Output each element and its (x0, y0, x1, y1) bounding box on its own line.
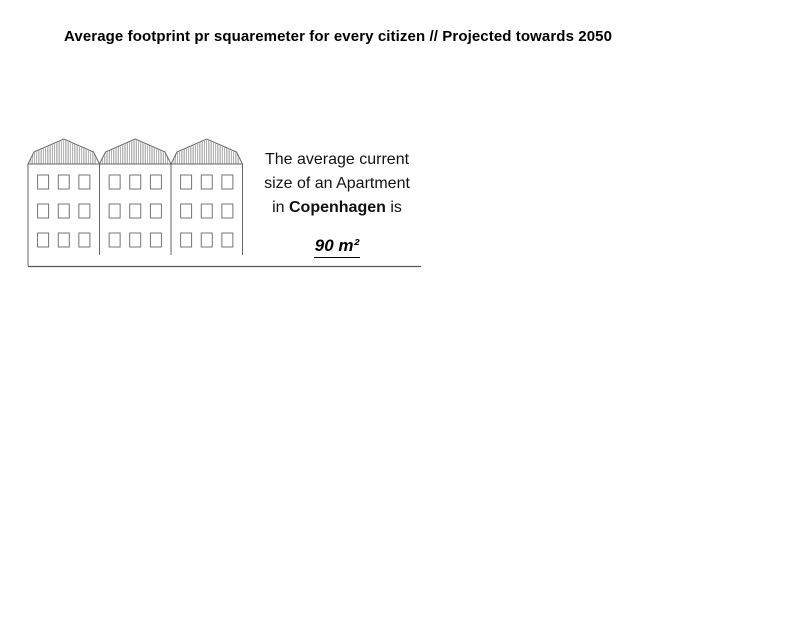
caption-line-2: size of an Apartment (264, 175, 410, 192)
window (201, 175, 212, 189)
window (222, 233, 233, 247)
window (79, 204, 90, 218)
window (109, 175, 120, 189)
window (109, 204, 120, 218)
window (38, 233, 49, 247)
window (201, 233, 212, 247)
caption-suffix: is (390, 199, 402, 216)
window (181, 175, 192, 189)
page-title: Average footprint pr squaremeter for every citizen // Projected towards 2050 (64, 28, 613, 45)
caption-prefix: in (272, 199, 285, 216)
window (130, 204, 141, 218)
window (58, 175, 69, 189)
window (79, 175, 90, 189)
window (201, 204, 212, 218)
window (150, 233, 161, 247)
window (79, 233, 90, 247)
window (109, 233, 120, 247)
window (38, 204, 49, 218)
window (130, 175, 141, 189)
apartment-size-value: 90 m² (314, 236, 360, 258)
apartment-size-value-row (250, 236, 424, 258)
window (130, 233, 141, 247)
window (181, 233, 192, 247)
caption-line-3 (250, 196, 424, 220)
window (58, 204, 69, 218)
city-name: Copenhagen (289, 199, 386, 216)
window (38, 175, 49, 189)
apartment-size-caption (250, 148, 424, 220)
window (222, 204, 233, 218)
buildings-group (28, 139, 243, 266)
window (150, 175, 161, 189)
window (222, 175, 233, 189)
window (58, 233, 69, 247)
window (181, 204, 192, 218)
window (150, 204, 161, 218)
caption-line-1: The average current (264, 151, 410, 168)
